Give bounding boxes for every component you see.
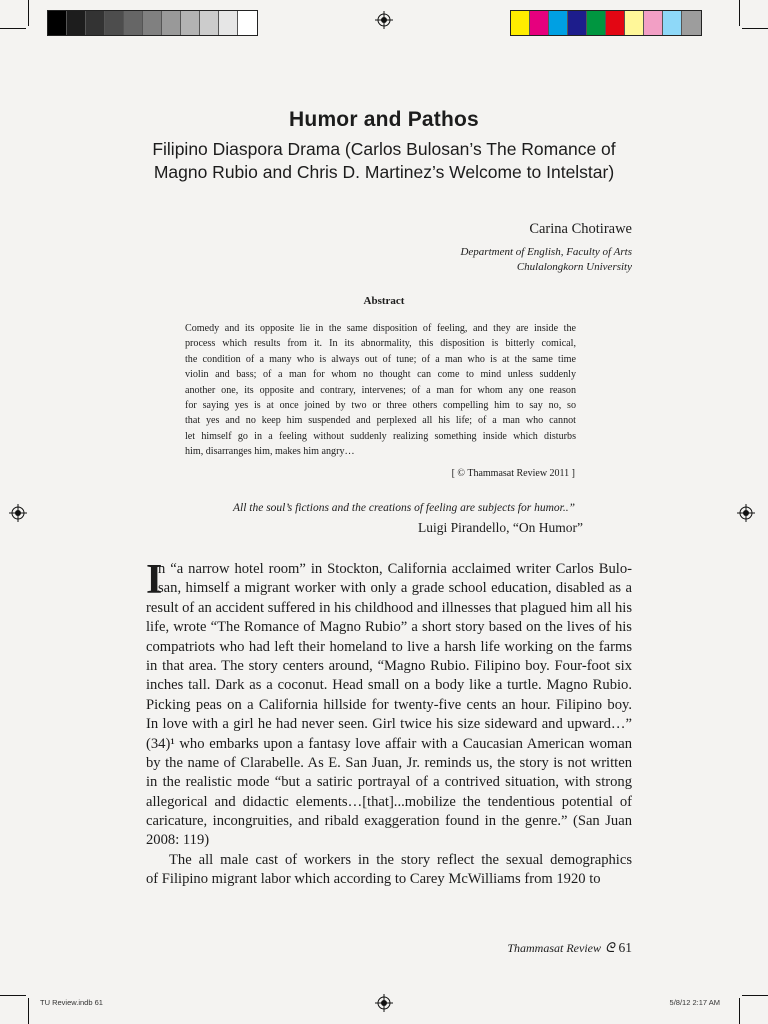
body-line: compatriots who had left their homeland to live a harsh life working on the farms — [146, 638, 632, 655]
copyright-notice: [ © Thammasat Review 2011 ] — [451, 468, 575, 479]
abstract-line: violin and bass; of a man for whom no thought can come to mind unless suddenly — [185, 369, 576, 381]
color-swatch — [124, 11, 143, 35]
drop-cap: I — [146, 557, 163, 603]
epigraph-attribution: Luigi Pirandello, “On Humor” — [418, 520, 583, 535]
body-line: The all male cast of workers in the story reflect the sexual demographics — [169, 851, 632, 868]
abstract-line: process which results from it. In its abnormality, this disposition is bitterly comical, — [185, 338, 576, 350]
body-line: (34)¹ who embarks upon a fantasy love affair with a Caucasian American woman — [146, 735, 632, 752]
process-color-bar — [510, 10, 702, 36]
abstract-heading: Abstract — [363, 295, 405, 307]
body-line: by the name of Clarabelle. As E. San Juan, Jr. reminds us, the story is not written — [146, 754, 632, 771]
color-swatch — [181, 11, 200, 35]
body-line: caricature, incongruities, and ribald exaggeration found in the genre.” (San Juan — [146, 813, 632, 830]
crop-mark — [739, 998, 740, 1024]
color-swatch — [143, 11, 162, 35]
article-title: Humor and Pathos — [289, 108, 479, 131]
body-line: in that area. The story centers around, “Magno Rubio. Filipino boy. Four-foot six — [146, 657, 632, 674]
color-swatch — [200, 11, 219, 35]
abstract-line: Comedy and its opposite lie in the same disposition of feeling, and they are inside the — [185, 323, 576, 334]
color-swatch — [219, 11, 238, 35]
ornament-icon: ᘓ — [604, 940, 615, 955]
body-line: in the realistic mode “but a satiric portrayal of a contrived situation, with strong — [146, 774, 632, 791]
body-line: san, himself a migrant worker with only a grade school education, disabled as a — [158, 580, 632, 597]
color-swatch — [86, 11, 105, 35]
page-footer — [507, 940, 632, 956]
body-text — [146, 557, 632, 890]
crop-mark — [742, 28, 768, 29]
author-name: Carina Chotirawe — [529, 221, 632, 237]
crop-mark — [28, 998, 29, 1024]
abstract-line: the condition of a many who is always out of tune; of a man who is at the same time — [185, 353, 576, 365]
body-line: of Filipino migrant labor which according to Carey McWilliams from 1920 to — [146, 871, 601, 888]
affiliation-line: Chulalongkorn University — [516, 261, 632, 273]
registration-mark-icon — [375, 994, 393, 1012]
abstract-line: that yes and no keep him suspended and perplexed all his life; of a man who cannot — [185, 415, 576, 427]
journal-name: Thammasat Review — [507, 941, 601, 955]
body-line: result of an accident suffered in his childhood and illnesses that plagued him all his — [146, 599, 632, 616]
print-slug-file: TU Review.indb 61 — [40, 998, 103, 1007]
abstract-line: another one, its opposite and contrary, intervenes; of a man for whom any one reason — [185, 384, 576, 396]
abstract-line: for saying yes is at once joined by two or three others compelling him to say no, so — [185, 400, 576, 412]
color-swatch — [644, 11, 663, 35]
color-swatch — [162, 11, 181, 35]
body-line: In love with a girl he had never seen. Girl twice his size sideward and upward…” — [146, 716, 632, 733]
color-swatch — [530, 11, 549, 35]
article-subtitle — [0, 138, 768, 184]
abstract-line: let himself go in a feeling without suddenly realizing something inside which disturbs — [185, 430, 576, 442]
registration-mark-icon — [9, 504, 27, 522]
color-swatch — [587, 11, 606, 35]
color-swatch — [682, 11, 701, 35]
affiliation-line: Department of English, Faculty of Arts — [460, 246, 632, 258]
color-swatch — [549, 11, 568, 35]
print-slug-timestamp: 5/8/12 2:17 AM — [669, 998, 720, 1007]
body-line: life, wrote “The Romance of Magno Rubio” a short story based on the lives of his — [146, 619, 632, 636]
color-swatch — [48, 11, 67, 35]
body-line: Picking peas on a California hillside for twenty-five cents an hour. Filipino boy. — [146, 696, 632, 713]
color-swatch — [625, 11, 644, 35]
color-swatch — [238, 11, 257, 35]
page-number: 61 — [618, 940, 632, 955]
color-swatch — [67, 11, 86, 35]
grayscale-color-bar — [47, 10, 258, 36]
body-line: allegorical and didactic elements…[that]...mobilize the tendentious potential of — [146, 793, 632, 810]
crop-mark — [0, 28, 26, 29]
color-swatch — [105, 11, 124, 35]
crop-mark — [742, 995, 768, 996]
registration-mark-icon — [737, 504, 755, 522]
color-swatch — [511, 11, 530, 35]
color-swatch — [568, 11, 587, 35]
color-swatch — [663, 11, 682, 35]
crop-mark — [739, 0, 740, 26]
epigraph-quote: All the soul’s fictions and the creations of feeling are subjects for humor..” — [232, 502, 575, 514]
body-line: n “a narrow hotel room” in Stockton, California acclaimed writer Carlos Bulo- — [158, 561, 632, 577]
body-line: inches tall. Dark as a coconut. Head small on a body like a turtle. Magno Rubio. — [146, 677, 632, 694]
author-affiliation — [460, 245, 632, 275]
subtitle-line: Filipino Diaspora Drama (Carlos Bulosan’s The Romance of — [152, 139, 616, 159]
color-swatch — [606, 11, 625, 35]
abstract-line: him, disarranges him, makes him angry… — [185, 446, 355, 458]
crop-mark — [28, 0, 29, 26]
crop-mark — [0, 995, 26, 996]
abstract-text — [185, 321, 576, 460]
registration-mark-icon — [375, 11, 393, 29]
body-line: 2008: 119) — [146, 832, 210, 849]
subtitle-line: Magno Rubio and Chris D. Martinez’s Welcome to Intelstar) — [153, 162, 615, 182]
